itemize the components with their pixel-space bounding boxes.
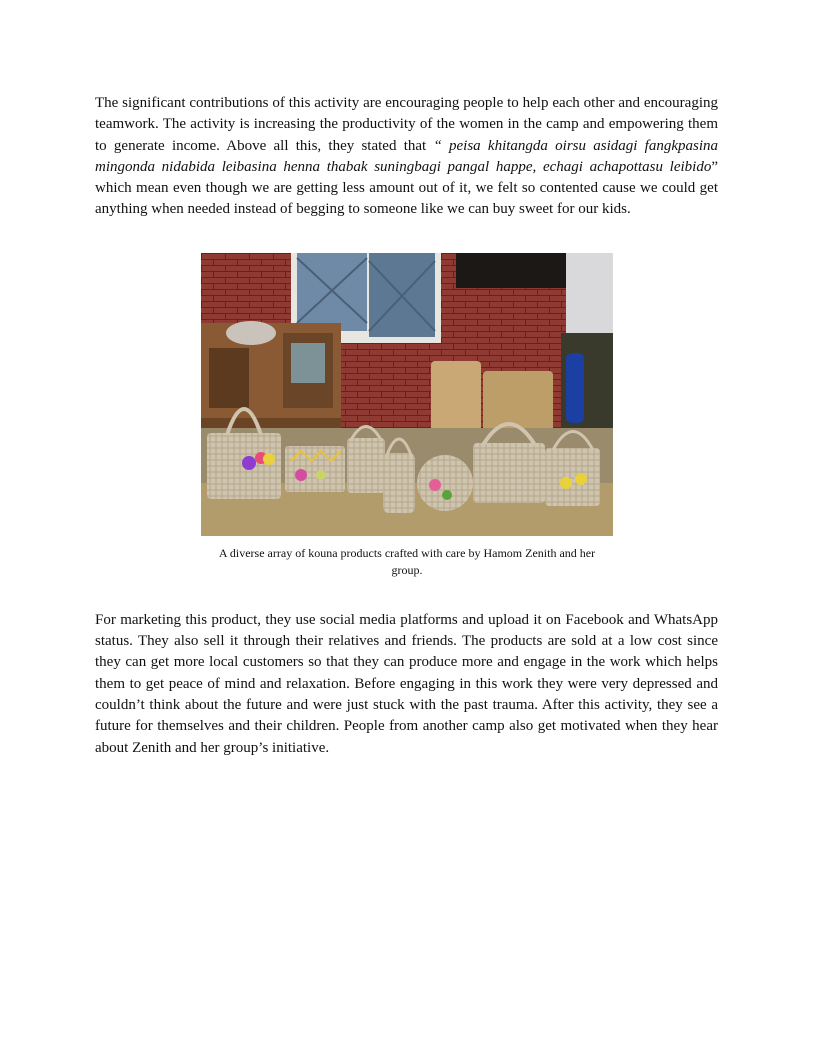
meitei-quote: “ peisa khitangda oirsu asidagi fangkpasina mingonda nidabida leibasina henna thabak suningbagi pangal happe, echagi achapottasu leibido bbox=[95, 137, 718, 175]
paragraph-marketing: For marketing this product, they use social media platforms and upload it on Facebook and WhatsApp status. They also sell it through their relatives and friends. The products are sold at a low cost since they can get more local customers so that they can produce more and engage in the work which helps them to get peace of mind and relaxation. Before engaging in this work they were very depressed and couldn’t think about the future and were just stuck with the past trauma. After this activity, they see a future for themselves and their children. People from another camp also get motivated when they hear about Zenith and her group’s initiative. bbox=[95, 611, 718, 756]
kouna-products-photo bbox=[201, 253, 613, 536]
figure-caption: A diverse array of kouna products crafted with care by Hamom Zenith and her group. bbox=[218, 545, 596, 577]
paragraph-contributions bbox=[95, 93, 718, 221]
kouna-baskets-illustration bbox=[201, 253, 613, 536]
paragraph-contributions-translation: ” which mean even though we are getting less amount out of it, we felt so contented cause we could get anything when needed instead of begging to someone like we can buy sweet for our kids. bbox=[95, 158, 718, 218]
paragraph-contributions-text: The significant contributions of this activity are encouraging people to help each other and encouraging teamwork. The activity is increasing the productivity of the women in the camp and empowering them to generate income. Above all this, they stated that bbox=[95, 95, 718, 154]
document-page bbox=[95, 93, 718, 759]
